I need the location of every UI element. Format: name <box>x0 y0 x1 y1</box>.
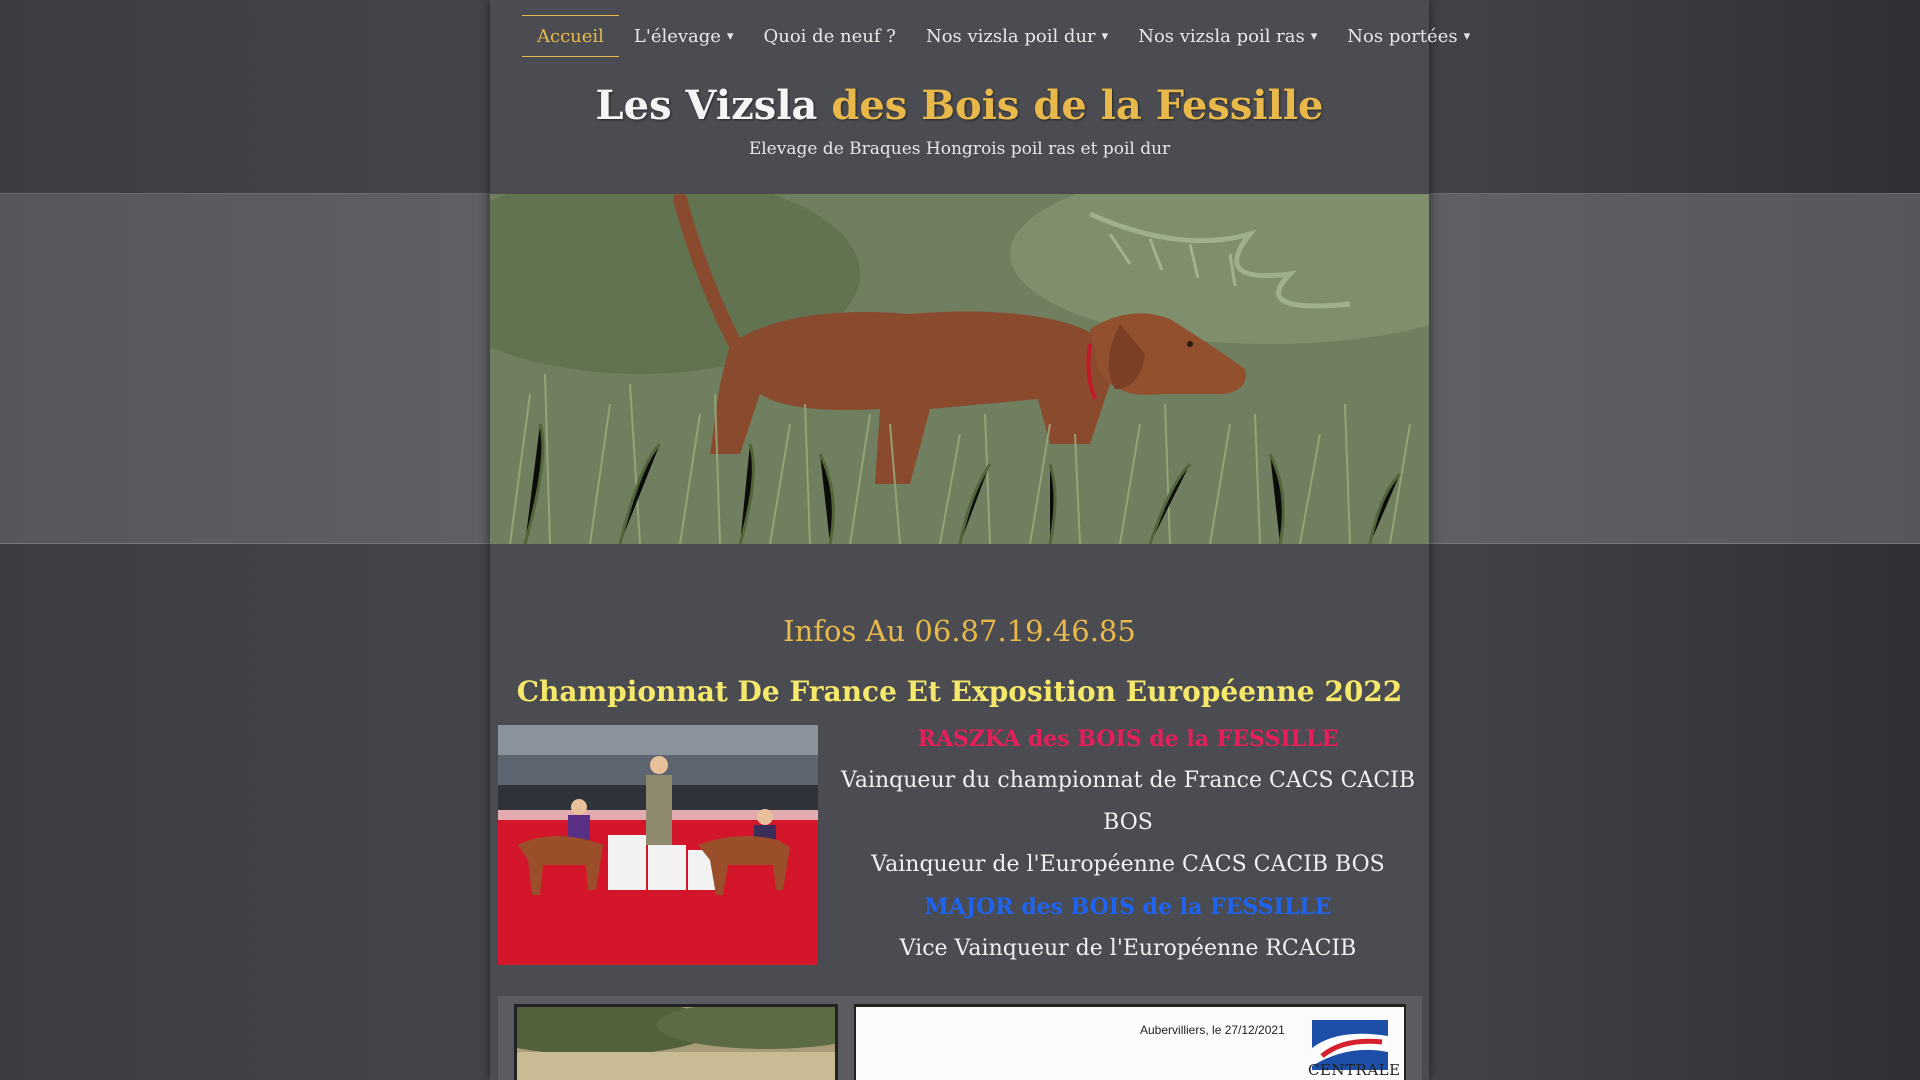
nav-item-accueil[interactable] <box>522 15 619 57</box>
dog2-name: MAJOR des BOIS de la FESSILLE <box>924 894 1332 920</box>
nav-item-quoi-de-neuf[interactable] <box>749 15 911 57</box>
hero-image-dog-in-grass <box>490 194 1429 544</box>
nav-label: Nos vizsla poil ras <box>1138 25 1305 47</box>
nav-label: L'élevage <box>633 25 721 47</box>
main-nav <box>522 15 1485 57</box>
caret-down-icon: ▾ <box>1463 28 1471 44</box>
dog1-name: RASZKA des BOIS de la FESSILLE <box>917 726 1339 752</box>
caret-down-icon: ▾ <box>726 28 734 44</box>
site-title[interactable] <box>490 82 1429 129</box>
dog-show-photo <box>498 725 818 965</box>
site-title-accent: des Bois de la Fessille <box>831 82 1324 129</box>
dog-show-illustration <box>498 725 818 965</box>
certificate-letter[interactable] <box>854 1004 1406 1080</box>
section-title: Championnat De France Et Exposition Européenne 2022 <box>516 675 1403 708</box>
nav-label: Nos portées <box>1347 25 1458 47</box>
nav-label: Accueil <box>537 25 604 47</box>
contact-info: Infos Au 06.87.19.46.85 <box>783 614 1136 648</box>
nav-item-poil-dur[interactable] <box>911 15 1123 57</box>
gallery-thumbnail-landscape[interactable] <box>514 1004 838 1080</box>
dog1-result-europe: Vainqueur de l'Européenne CACS CACIB BOS <box>871 852 1385 877</box>
letter-date: Aubervilliers, le 27/12/2021 <box>1140 1023 1285 1037</box>
caret-down-icon: ▾ <box>1310 28 1318 44</box>
caret-down-icon: ▾ <box>1101 28 1109 44</box>
nav-label: Quoi de neuf ? <box>763 25 896 47</box>
nav-item-elevage[interactable] <box>619 15 749 57</box>
site-title-plain: Les Vizsla <box>595 82 832 129</box>
letter-logo-text: CENTRALE <box>1308 1061 1401 1079</box>
show-results <box>838 718 1418 970</box>
landscape-illustration <box>517 1007 835 1080</box>
site-subtitle: Elevage de Braques Hongrois poil ras et poil dur <box>748 139 1171 159</box>
hero-illustration <box>490 194 1429 544</box>
dog2-result-europe: Vice Vainqueur de l'Européenne RCACIB <box>899 936 1357 961</box>
nav-label: Nos vizsla poil dur <box>925 25 1096 47</box>
nav-item-poil-ras[interactable] <box>1123 15 1332 57</box>
nav-item-portees[interactable] <box>1332 15 1485 57</box>
dog1-result-france: Vainqueur du championnat de France CACS CACIB BOS <box>840 768 1416 835</box>
